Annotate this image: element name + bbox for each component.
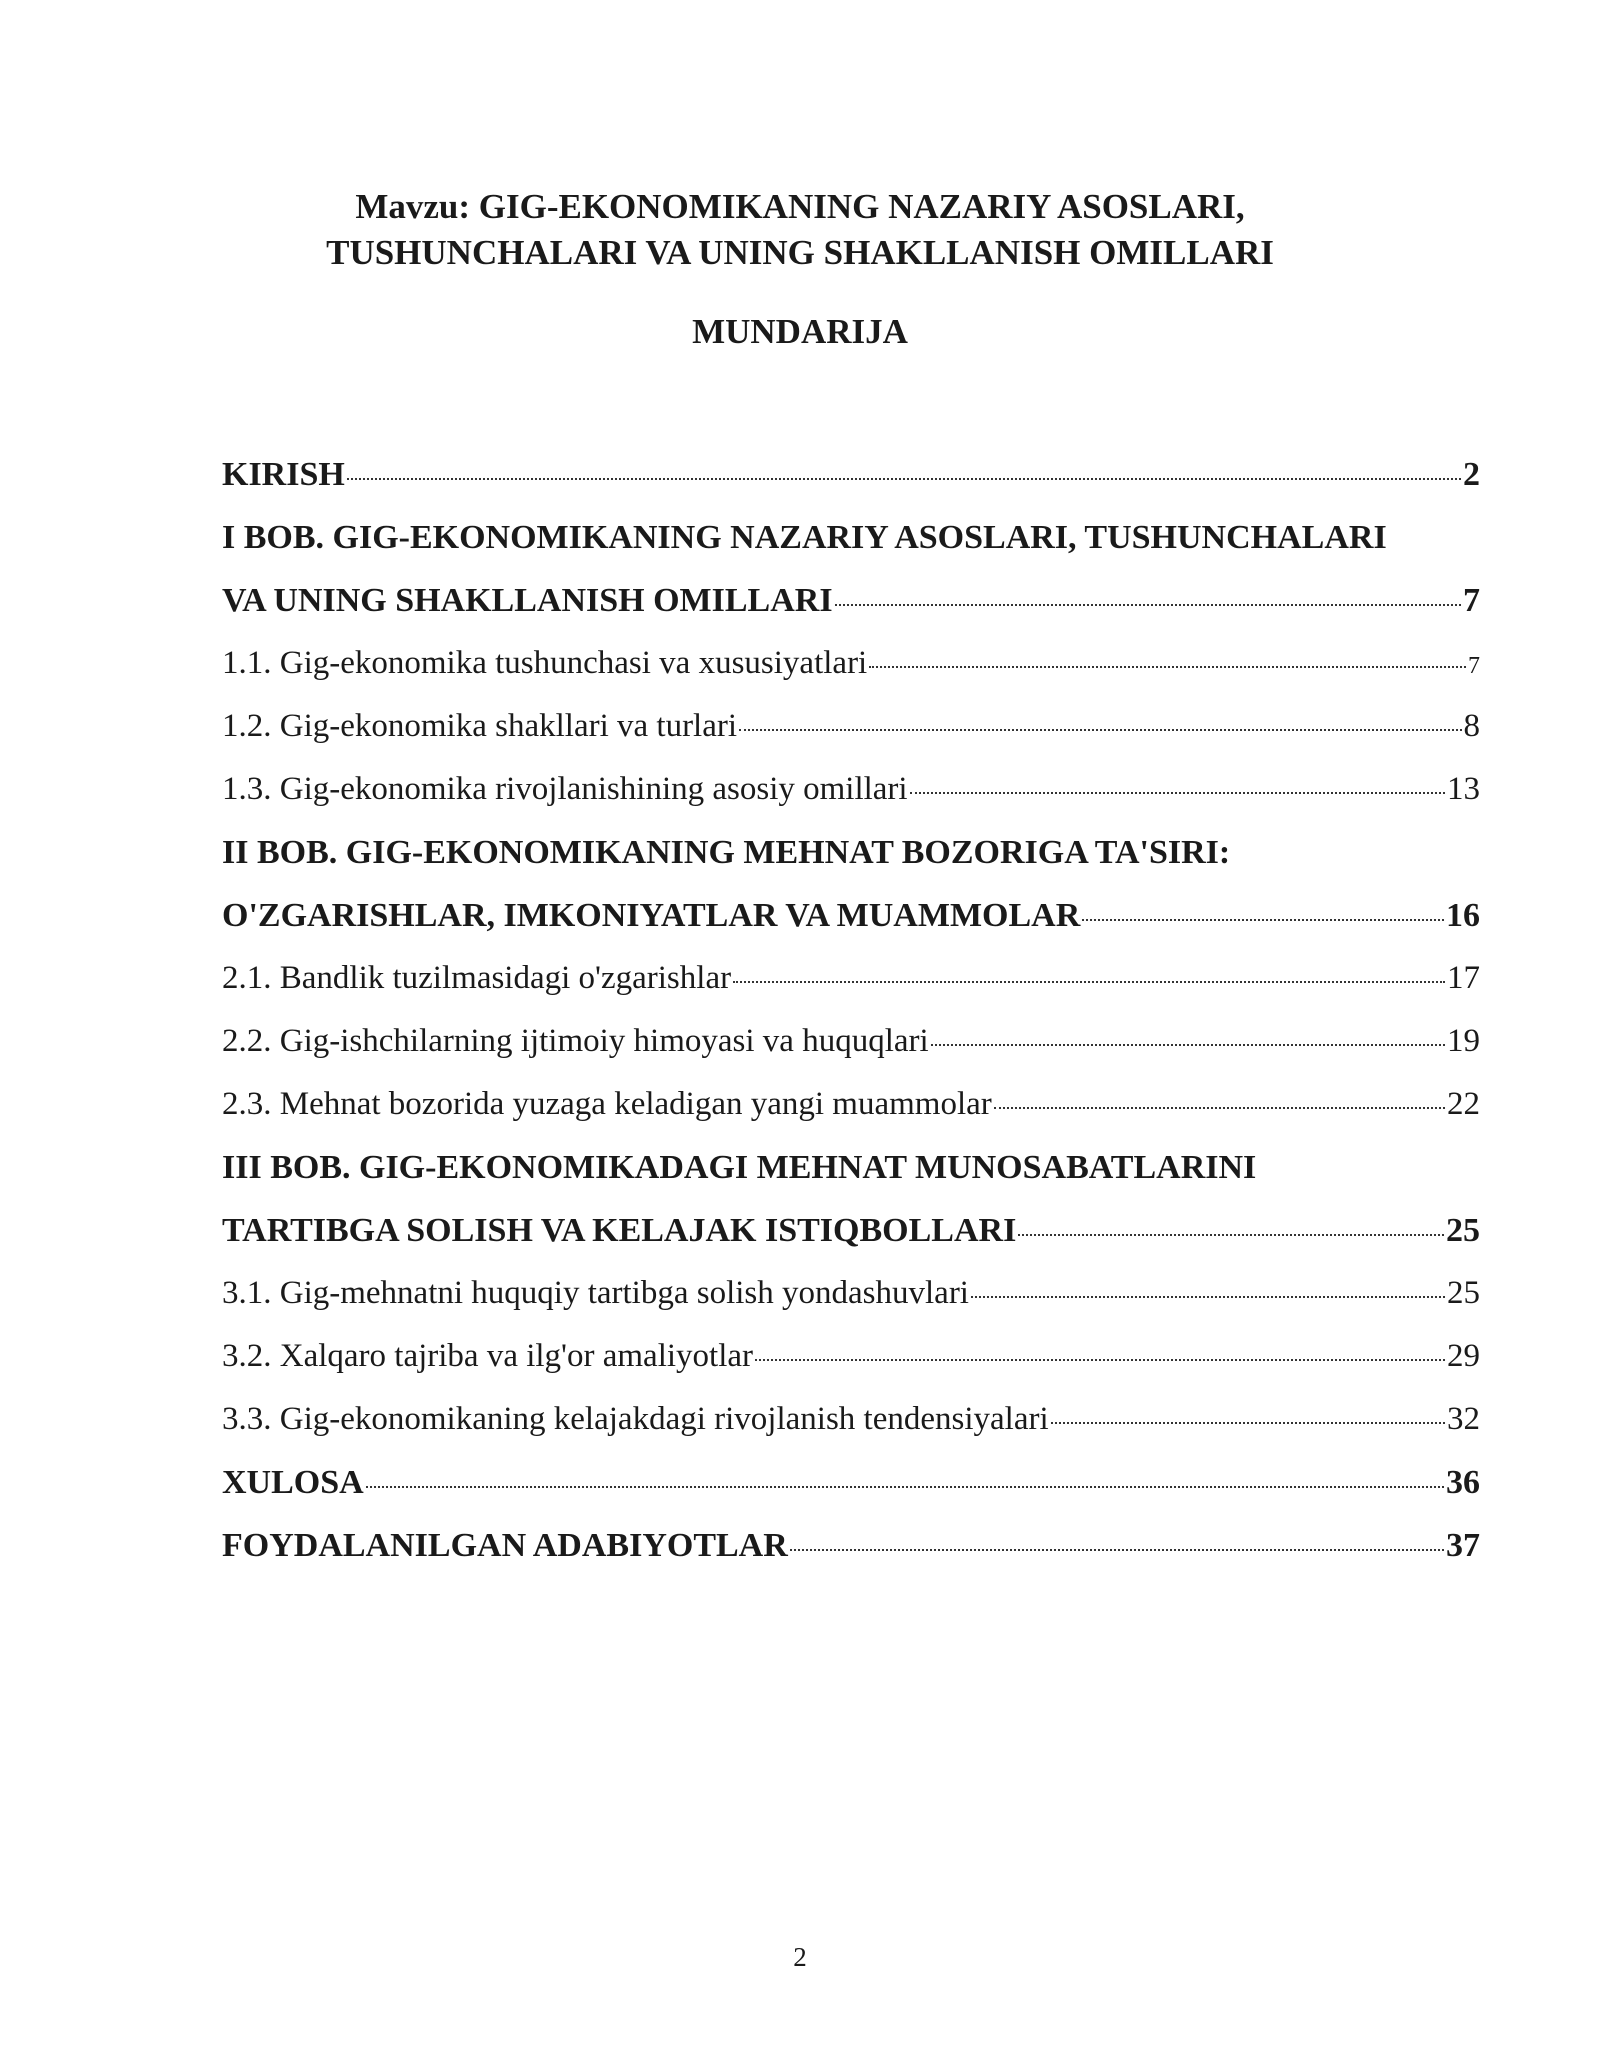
toc-entry-kirish[interactable]: [222, 443, 1480, 506]
toc-entry-xulosa[interactable]: [222, 1451, 1480, 1514]
toc-entry-2-2[interactable]: [222, 1010, 1480, 1073]
toc-entry-page: 29: [1447, 1338, 1480, 1374]
dot-leader: [994, 1107, 1445, 1109]
toc-entry-label: XULOSA: [222, 1464, 364, 1501]
toc-entry-page: 7: [1463, 582, 1480, 619]
toc-entry-page: 2: [1463, 456, 1480, 493]
toc-entry-label: 3.3. Gig-ekonomikaning kelajakdagi rivojlanish tendensiyalari: [222, 1401, 1049, 1437]
dot-leader: [835, 604, 1461, 606]
toc-entry-1-3[interactable]: [222, 758, 1480, 821]
toc-entry-page: 13: [1447, 771, 1480, 807]
dot-leader: [910, 792, 1445, 794]
title-line-1: Mavzu: GIG-EKONOMIKANING NAZARIY ASOSLARI,: [355, 187, 1245, 226]
toc-entry-3-3[interactable]: [222, 1388, 1480, 1451]
title-line-2: TUSHUNCHALARI VA UNING SHAKLLANISH OMILLARI: [326, 233, 1274, 272]
toc-entry-label-line-2: VA UNING SHAKLLANISH OMILLARI: [222, 582, 833, 619]
document-title: [0, 184, 1600, 276]
toc-entry-chapter-2[interactable]: [222, 821, 1480, 947]
dot-leader: [1018, 1234, 1444, 1236]
toc-entry-page: 22: [1447, 1086, 1480, 1122]
toc-entry-label: 3.1. Gig-mehnatni huquqiy tartibga solish yondashuvlari: [222, 1275, 969, 1311]
dot-leader: [366, 1486, 1444, 1488]
toc-entry-label: 1.2. Gig-ekonomika shakllari va turlari: [222, 708, 738, 744]
dot-leader: [931, 1044, 1445, 1046]
dot-leader: [1082, 919, 1444, 921]
toc-entry-label-line-1: I BOB. GIG-EKONOMIKANING NAZARIY ASOSLARI, TUSHUNCHALARI: [222, 519, 1387, 556]
table-of-contents: [222, 443, 1480, 1577]
page-number: 2: [793, 1942, 807, 1972]
toc-entry-chapter-1[interactable]: [222, 506, 1480, 632]
toc-entry-page: 8: [1463, 708, 1480, 744]
toc-entry-label-line-1: II BOB. GIG-EKONOMIKANING MEHNAT BOZORIGA TA'SIRI:: [222, 834, 1231, 871]
toc-heading: MUNDARIJA: [692, 312, 908, 351]
toc-entry-1-2[interactable]: [222, 695, 1480, 758]
toc-entry-label-line-1: III BOB. GIG-EKONOMIKADAGI MEHNAT MUNOSABATLARINI: [222, 1149, 1257, 1186]
dot-leader: [755, 1359, 1445, 1361]
toc-entry-page: 37: [1446, 1527, 1480, 1564]
dot-leader: [869, 666, 1466, 668]
toc-entry-page: 19: [1447, 1023, 1480, 1059]
toc-entry-label-line-2: TARTIBGA SOLISH VA KELAJAK ISTIQBOLLARI: [222, 1212, 1017, 1249]
dot-leader: [790, 1549, 1444, 1551]
toc-entry-label: 2.3. Mehnat bozorida yuzaga keladigan yangi muammolar: [222, 1086, 992, 1122]
toc-entry-chapter-3[interactable]: [222, 1136, 1480, 1262]
toc-entry-label: FOYDALANILGAN ADABIYOTLAR: [222, 1527, 788, 1564]
toc-entry-adabiyotlar[interactable]: [222, 1514, 1480, 1577]
dot-leader: [739, 729, 1461, 731]
toc-entry-label: KIRISH: [222, 456, 345, 493]
dot-leader: [733, 981, 1445, 983]
toc-entry-page: 7: [1468, 653, 1480, 679]
toc-entry-page: 17: [1447, 960, 1480, 996]
toc-entry-page: 32: [1447, 1401, 1480, 1437]
toc-entry-label: 2.1. Bandlik tuzilmasidagi o'zgarishlar: [222, 960, 732, 996]
toc-entry-page: 16: [1446, 897, 1480, 934]
toc-entry-page: 36: [1446, 1464, 1480, 1501]
toc-entry-label: 1.1. Gig-ekonomika tushunchasi va xususiyatlari: [222, 645, 868, 681]
toc-entry-page: 25: [1446, 1212, 1480, 1249]
toc-entry-3-1[interactable]: [222, 1262, 1480, 1325]
toc-entry-1-1[interactable]: [222, 632, 1480, 695]
toc-entry-label-line-2: O'ZGARISHLAR, IMKONIYATLAR VA MUAMMOLAR: [222, 897, 1081, 934]
dot-leader: [1051, 1422, 1445, 1424]
toc-entry-label: 1.3. Gig-ekonomika rivojlanishining asosiy omillari: [222, 771, 908, 807]
toc-entry-2-3[interactable]: [222, 1073, 1480, 1136]
dot-leader: [971, 1296, 1445, 1298]
toc-entry-label: 3.2. Xalqaro tajriba va ilg'or amaliyotlar: [222, 1338, 754, 1374]
toc-entry-page: 25: [1447, 1275, 1480, 1311]
toc-entry-3-2[interactable]: [222, 1325, 1480, 1388]
dot-leader: [347, 478, 1461, 480]
toc-entry-2-1[interactable]: [222, 947, 1480, 1010]
toc-entry-label: 2.2. Gig-ishchilarning ijtimoiy himoyasi va huquqlari: [222, 1023, 929, 1059]
